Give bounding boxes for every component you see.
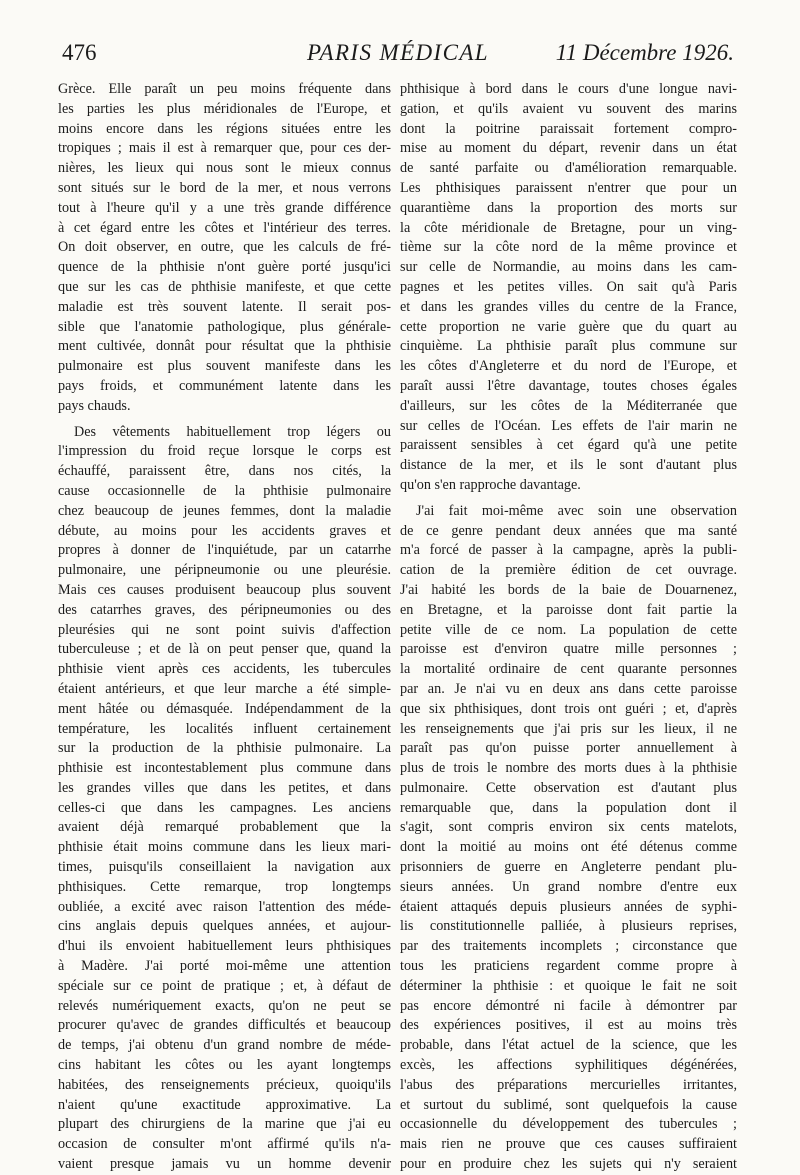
text-line: prisonniers de guerre en Angleterre pendant plu- xyxy=(400,859,737,876)
text-line: mise au moment du départ, revenir dans un état xyxy=(400,140,737,157)
text-line: Des vêtements habituellement trop légers ou xyxy=(74,423,391,440)
text-line: de temps, j'ai obtenu d'un grand nombre de méde- xyxy=(58,1037,391,1054)
text-line: pulmonaire est plus souvent manifeste dans les xyxy=(58,358,391,375)
text-line: les parties les plus méridionales de l'Europe, et xyxy=(58,100,391,117)
text-line: cause occasionnelle de la phthisie pulmonaire xyxy=(58,482,391,499)
text-line: celles-ci que dans les campagnes. Les anciens xyxy=(58,799,391,816)
text-line: vaient presque jamais vu un homme devenir xyxy=(58,1156,391,1173)
text-line: nières, les lieux qui nous sont le mieux connus xyxy=(58,160,391,177)
text-line: dont la moitié au moins ont été détenus comme xyxy=(400,839,737,856)
text-line: par des traitements incomplets ; circonstance que xyxy=(400,938,737,955)
text-line: pulmonaire. Cette observation est d'autant plus xyxy=(400,779,737,796)
text-line: relevés numériquement exacts, qu'on ne peut se xyxy=(58,997,391,1014)
text-line: tout à l'heure qu'il y a une très grande différence xyxy=(58,199,391,216)
text-line: tropiques ; mais il est à remarquer que, pour ces der- xyxy=(58,140,391,157)
text-line: m'a forcé de passer à la campagne, après la publi- xyxy=(400,542,737,559)
text-line: pagnes et les petites villes. On sait qu'à Paris xyxy=(400,278,737,295)
page-number: 476 xyxy=(62,40,97,65)
text-line: phthisie était moins commune dans les lieux mari- xyxy=(58,839,391,856)
text-line: paraît aussi l'être davantage, toutes choses égales xyxy=(400,377,737,394)
text-line: étaient antérieurs, et que leur marche a été simple- xyxy=(58,680,391,697)
text-line: et dans les grandes villes du centre de la France, xyxy=(400,298,737,315)
text-line: tuberculeuse ; et de là on peut penser que, quand la xyxy=(58,641,391,658)
text-line: étaient attaqués depuis plusieurs années de syphi- xyxy=(400,898,737,915)
journal-title: PARIS MÉDICAL xyxy=(307,40,489,65)
text-line: phthisie est incontestablement plus commune dans xyxy=(58,760,391,777)
text-line: quarantième dans la proportion des morts sur xyxy=(400,199,737,216)
text-line: cation de la première édition de cet ouvrage. xyxy=(400,562,737,579)
text-line: phthisique à bord dans le cours d'une longue navi- xyxy=(400,81,737,97)
text-line: sible que l'anatomie pathologique, plus générale- xyxy=(58,318,391,335)
text-line: les renseignements que j'ai pris sur les lieux, il ne xyxy=(400,720,737,737)
text-line: paroisse est d'environ quatre mille personnes ; xyxy=(400,641,737,658)
text-line: et surtout du sublimé, sont quelquefois la cause xyxy=(400,1096,737,1113)
text-line: maladie est très souvent latente. Il serait pos- xyxy=(58,298,391,315)
text-line: de ce genre pendant deux années que ma santé xyxy=(400,522,737,539)
text-line: pleurésies qui ne sont point suivis d'affection xyxy=(58,621,391,638)
text-line: n'aient qu'une exactitude approximative. La xyxy=(58,1096,391,1113)
text-line: quence de la phthisie n'ont guère porté jusqu'ici xyxy=(58,259,391,276)
text-line: des expériences positives, il est au moins très xyxy=(400,1017,737,1034)
text-line: probable, dans l'état actuel de la science, que les xyxy=(400,1037,737,1054)
text-line: pays froids, et communément latente dans les xyxy=(58,377,391,394)
text-line: d'ailleurs, sur les côtes de la Méditerranée que xyxy=(400,397,737,414)
text-line: sur celles de l'Océan. Les effets de l'air marin ne xyxy=(400,417,737,434)
text-line: tième sur la côte nord de la même province et xyxy=(400,239,737,256)
text-line: l'impression du froid reçue lorsque le corps est xyxy=(58,443,391,460)
text-line: la côte méridionale de Bretagne, pour un ving- xyxy=(400,219,737,236)
text-line: phthisiques. Cette remarque, trop longtemps xyxy=(58,878,391,895)
text-line: plus de trois le nombre des morts dues à la phthisie xyxy=(400,760,737,777)
right-column xyxy=(400,80,737,1175)
text-line: paraît pas qu'on puisse porter annuellement à xyxy=(400,740,737,757)
text-line: Mais ces causes produisent beaucoup plus souvent xyxy=(58,581,391,598)
text-line: On doit observer, en outre, que les calculs de fré- xyxy=(58,239,391,256)
text-line: mais rien ne prouve que ces causes suffiraient xyxy=(400,1136,737,1153)
text-line: débute, au moins pour les accidents graves et xyxy=(58,522,391,539)
text-line: pulmonaire, une péripneumonie ou une pleurésie. xyxy=(58,562,391,579)
text-line: la mortalité ordinaire de cent quarante personnes xyxy=(400,661,737,678)
text-line: cette proportion ne varie guère que du quart au xyxy=(400,318,737,335)
text-line: des catarrhes graves, des péripneumonies ou des xyxy=(58,601,391,618)
text-line: température, les localités influent certainement xyxy=(58,720,391,737)
text-line: occasion de consulter m'ont affirmé qu'ils n'a- xyxy=(58,1136,391,1153)
running-header xyxy=(58,40,738,70)
text-line: de santé parfaite ou d'amélioration remarquable. xyxy=(400,160,737,177)
text-line: sont situés sur le bord de la mer, et nous verrons xyxy=(58,179,391,196)
text-line: spéciale sur ce point de pratique ; et, à défaut de xyxy=(58,977,391,994)
text-line: déterminer la phthisie : et quoique le fait ne soit xyxy=(400,977,737,994)
text-line: occasionnelle du développement des tubercules ; xyxy=(400,1116,737,1133)
text-line: Grèce. Elle paraît un peu moins fréquente dans xyxy=(58,81,391,97)
text-line: les grandes villes que dans les petites, et dans xyxy=(58,779,391,796)
left-column xyxy=(58,80,391,1175)
text-line: par an. Je n'ai vu en deux ans dans cette paroisse xyxy=(400,680,737,697)
text-line: plupart des chirurgiens de la marine que j'ai eu xyxy=(58,1116,391,1133)
text-line: ment cultivée, donnât pour résultat que la phthisie xyxy=(58,338,391,355)
text-line: paraissent sensibles à cet égard qu'à une petite xyxy=(400,437,737,454)
text-line: oubliée, a excité avec raison l'attention des méde- xyxy=(58,898,391,915)
text-line: habitées, des renseignements précieux, quoiqu'ils xyxy=(58,1076,391,1093)
text-line: J'ai fait moi-même avec soin une observation xyxy=(416,502,737,519)
text-line: s'agit, sont compris environ six cents matelots, xyxy=(400,819,737,836)
text-line: distance de la mer, et ils le sont d'autant plus xyxy=(400,457,737,474)
text-line: pas encore démontré ni facile à démontrer par xyxy=(400,997,737,1014)
text-line: avaient déjà remarqué probablement que la xyxy=(58,819,391,836)
text-line: l'abus des préparations mercurielles irritantes, xyxy=(400,1076,737,1093)
text-line: J'ai habité les bords de la baie de Douarnenez, xyxy=(400,581,737,598)
text-line: que six phthisiques, dont trois ont guéri ; et, d'après xyxy=(400,700,737,717)
text-line: moins encore dans les régions situées entre les xyxy=(58,120,391,137)
text-line: les côtes d'Angleterre et du nord de l'Europe, et xyxy=(400,358,737,375)
text-line: remarquable que, dans la population dont il xyxy=(400,799,737,816)
text-line: en Bretagne, et la paroisse dont fait partie la xyxy=(400,601,737,618)
text-line: procurer qu'avec de grandes difficultés et beaucoup xyxy=(58,1017,391,1034)
text-line: dont la poitrine paraissait fortement compro- xyxy=(400,120,737,137)
text-line: propres à donner de l'inquiétude, par un catarrhe xyxy=(58,542,391,559)
text-line: d'hui ils envoient habituellement leurs phthisiques xyxy=(58,938,391,955)
text-line: Les phthisiques paraissent n'entrer que pour un xyxy=(400,179,737,196)
text-line: sur celle de Normandie, au moins dans les cam- xyxy=(400,259,737,276)
text-line: échauffé, paraissent être, dans nos cités, la xyxy=(58,463,391,480)
text-line: gation, et qu'ils avaient vu souvent des marins xyxy=(400,100,737,117)
text-line: que sur les cas de phthisie manifeste, et que cette xyxy=(58,278,391,295)
text-line: à cet égard entre les côtes et l'intérieur des terres. xyxy=(58,219,391,236)
text-line: ment hâtée ou démasquée. Indépendamment de la xyxy=(58,700,391,717)
text-line: times, puisqu'ils conseillaient la navigation aux xyxy=(58,859,391,876)
text-line: sur la production de la phthisie pulmonaire. La xyxy=(58,740,391,757)
text-line: cins habitant les côtes ou les ayant longtemps xyxy=(58,1057,391,1074)
text-line: phthisie vient après ces accidents, les tubercules xyxy=(58,661,391,678)
text-line: lis constitutionnelle palliée, à plusieurs reprises, xyxy=(400,918,737,935)
text-line: qu'on s'en rapproche davantage. xyxy=(400,476,581,493)
text-line: tous les praticiens regardent comme propre à xyxy=(400,958,737,975)
issue-date: 11 Décembre 1926. xyxy=(555,40,734,65)
text-line: chez beaucoup de jeunes femmes, dont la maladie xyxy=(58,502,391,519)
text-line: sieurs années. Un grand nombre d'entre eux xyxy=(400,878,737,895)
text-line: pays chauds. xyxy=(58,397,131,414)
text-line: cinquième. La phthisie paraît plus commune sur xyxy=(400,338,737,355)
text-line: à Madère. J'ai porté moi-même une attention xyxy=(58,958,391,975)
text-line: petite ville de ce nom. La population de cette xyxy=(400,621,737,638)
text-line: cins anglais depuis quelques années, et aujour- xyxy=(58,918,391,935)
text-line: excès, les affections syphilitiques dégénérées, xyxy=(400,1057,737,1074)
text-line: pour en produire chez les sujets qui n'y seraient xyxy=(400,1156,737,1173)
